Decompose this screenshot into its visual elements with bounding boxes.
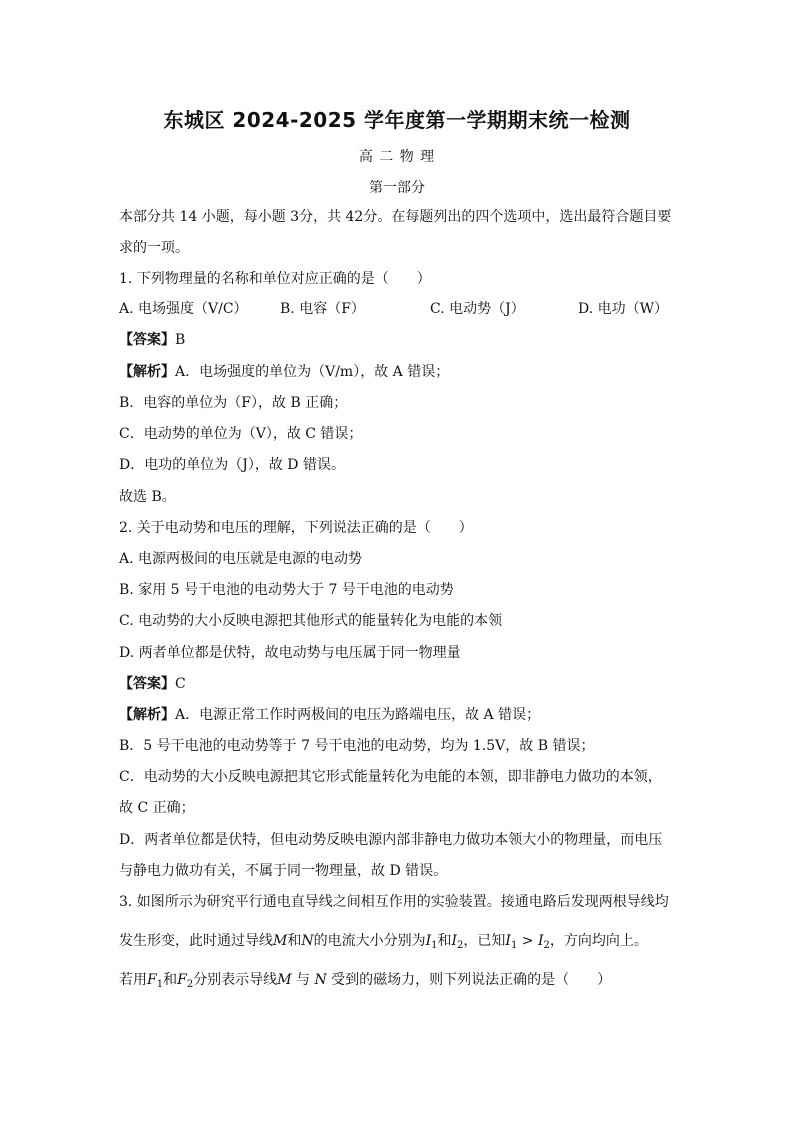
q1-conclusion: 故选 B。 xyxy=(119,489,176,505)
q3-stem-line-2 xyxy=(119,932,648,955)
part-heading: 第一部分 xyxy=(369,180,425,196)
q3-text: 和 xyxy=(287,933,302,949)
q1-answer xyxy=(119,331,185,349)
q2-analysis-2: B．5 号干电池的电动势等于 7 号干电池的电动势，均为 1.5V，故 B 错误； xyxy=(119,738,595,754)
greater-than: > xyxy=(517,933,538,949)
intro-line-2: 求的一项。 xyxy=(119,240,189,256)
q1-stem: 1. 下列物理量的名称和单位对应正确的是（ ） xyxy=(119,271,431,287)
q2-option-b: B. 家用 5 号干电池的电动势大于 7 号干电池的电动势 xyxy=(119,582,454,598)
q3-stem-line-1: 3. 如图所示为研究平行通电直导线之间相互作用的实验装置。接通电路后发现两根导线均 xyxy=(119,894,669,910)
q3-text: 分别表示导线 xyxy=(193,972,278,988)
q3-text: 的电流大小分别为 xyxy=(313,933,426,949)
q2-option-c: C. 电动势的大小反映电源把其他形式的能量转化为电能的本领 xyxy=(119,613,503,629)
answer-value: B xyxy=(175,332,186,348)
wire-n: N xyxy=(301,933,314,949)
wire-m: M xyxy=(277,972,292,988)
q1-analysis-3: C．电动势的单位为（V），故 C 错误； xyxy=(119,426,363,442)
force-f2: $F_2$ xyxy=(177,972,194,990)
q2-analysis-1 xyxy=(119,706,540,724)
q2-option-d: D. 两者单位都是伏特，故电动势与电压属于同一物理量 xyxy=(119,645,461,661)
current-i1: $I_1$ xyxy=(425,933,438,951)
q1-analysis-4: D．电功的单位为（J），故 D 错误。 xyxy=(119,457,345,473)
q3-text: ，已知 xyxy=(463,933,506,949)
q1-option-d: D. 电功（W） xyxy=(578,301,669,317)
q3-text: 和 xyxy=(437,933,452,949)
q3-text: ，方向均向上。 xyxy=(549,933,648,949)
analysis-label: 【解析】 xyxy=(119,707,175,723)
current-i2: $I_2$ xyxy=(451,933,464,951)
q3-text: 若用 xyxy=(119,972,147,988)
analysis-label: 【解析】 xyxy=(119,364,175,380)
current-i2: $I_2$ xyxy=(537,933,550,951)
q3-stem-line-3 xyxy=(119,971,611,994)
analysis-text: A．电场强度的单位为（V/m），故 A 错误； xyxy=(175,364,450,380)
analysis-text: A．电源正常工作时两极间的电压为路端电压，故 A 错误； xyxy=(175,707,541,723)
wire-m: M xyxy=(273,933,288,949)
document-title: 东城区 2024-2025 学年度第一学期期末统一检测 xyxy=(163,108,631,132)
q3-text: 发生形变，此时通过导线 xyxy=(119,933,273,949)
q1-option-b: B. 电容（F） xyxy=(280,301,365,317)
subject-title: 高 二 物 理 xyxy=(358,149,436,165)
intro-line-1: 本部分共 14 小题，每小题 3分，共 42分。在每题列出的四个选项中，选出最符合题目要 xyxy=(119,209,672,225)
q3-text: 与 xyxy=(291,972,315,988)
q2-option-a: A. 电源两极间的电压就是电源的电动势 xyxy=(119,551,363,567)
current-i1: $I_1$ xyxy=(505,933,518,951)
q3-text: 和 xyxy=(163,972,178,988)
answer-label: 【答案】 xyxy=(119,676,175,692)
answer-label: 【答案】 xyxy=(119,332,175,348)
wire-n: N xyxy=(314,972,327,988)
q1-analysis-2: B．电容的单位为（F），故 B 正确； xyxy=(119,395,348,411)
q1-analysis-1 xyxy=(119,363,449,381)
q1-option-a: A. 电场强度（V/C） xyxy=(119,301,248,317)
q2-stem: 2. 关于电动势和电压的理解，下列说法正确的是（ ） xyxy=(119,520,473,536)
q1-option-c: C. 电动势（J） xyxy=(430,301,525,317)
q2-analysis-6: 与静电力做功有关，不属于同一物理量，故 D 错误。 xyxy=(119,863,448,879)
force-f1: $F_1$ xyxy=(147,972,164,990)
q2-analysis-3: C．电动势的大小反映电源把其它形式能量转化为电能的本领，即非静电力做功的本领， xyxy=(119,769,662,785)
answer-value: C xyxy=(175,676,186,692)
q2-analysis-4: 故 C 正确； xyxy=(119,800,195,816)
q2-answer xyxy=(119,675,186,693)
q2-analysis-5: D．两者单位都是伏特，但电动势反映电源内部非静电力做功本领大小的物理量，而电压 xyxy=(119,832,663,848)
q3-text: 受到的磁场力，则下列说法正确的是（ ） xyxy=(326,972,612,988)
